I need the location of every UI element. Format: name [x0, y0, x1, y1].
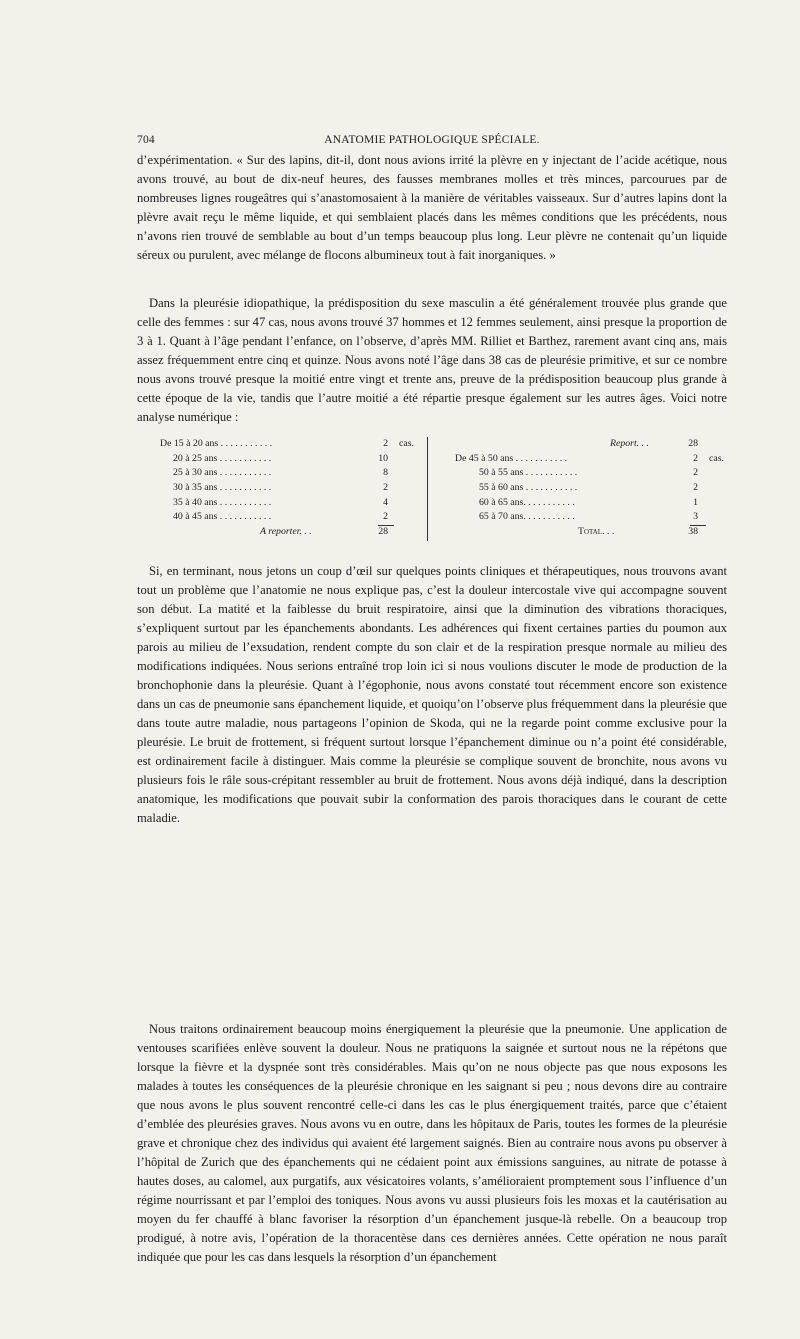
table-row	[160, 452, 400, 467]
age-range-label: 65 à 70 ans. . . . . . . . . . .	[479, 511, 575, 523]
age-range-label: 55 à 60 ans . . . . . . . . . . .	[479, 482, 578, 494]
carry-row	[450, 437, 710, 452]
table-row	[450, 466, 710, 481]
case-count: 2	[693, 467, 698, 479]
table-row	[160, 437, 414, 452]
paragraph-experimentation: d’expérimentation. « Sur des lapins, dit-il, dont nous avions irrité la plèvre en y injectant de l’acide acétique, nous avons trouvé, au bout de dix-neuf heures, des fausses membranes molles et très minces, parcourues par de nombreuses lignes rougeâtres qui s’anastomosaient à la manière de véritables vaisseaux. Sur d’autres lapins dont la plèvre avait reçu le même liquide, et qui semblaient placés dans les mêmes conditions que les précédents, nous n’avons rien trouvé de semblable au bout d’un temps beaucoup plus long. Leur plèvre ne contenait qu’un liquide séreux ou purulent, avec mélange de flocons albumineux tout à fait inorganiques. »	[137, 153, 727, 262]
case-unit: cas.	[399, 438, 414, 449]
age-range-label: De 45 à 50 ans . . . . . . . . . . .	[455, 452, 568, 464]
age-range-label: 35 à 40 ans . . . . . . . . . . .	[173, 496, 272, 508]
running-head: ANATOMIE PATHOLOGIQUE SPÉCIALE.	[324, 134, 540, 146]
subtotal-row	[160, 525, 400, 540]
table-right-column	[450, 437, 724, 540]
table-row	[160, 510, 400, 525]
age-range-label: 50 à 55 ans . . . . . . . . . . .	[479, 467, 578, 479]
age-range-label: 40 à 45 ans . . . . . . . . . . .	[173, 511, 272, 523]
table-row	[450, 481, 710, 496]
case-count: 2	[383, 438, 388, 449]
page-number: 704	[137, 134, 155, 146]
total-row	[450, 525, 710, 540]
subtotal-label: A reporter. . .	[260, 526, 312, 538]
case-count: 2	[693, 482, 698, 494]
total-label: Total. . .	[578, 526, 615, 538]
case-count: 10	[378, 452, 388, 464]
age-range-label: 30 à 35 ans . . . . . . . . . . .	[173, 482, 272, 494]
case-count: 4	[383, 496, 388, 508]
table-row	[450, 496, 710, 511]
total-value: 38	[688, 526, 698, 538]
table-column-divider	[427, 437, 428, 541]
age-range-label: De 15 à 20 ans . . . . . . . . . . .	[160, 438, 273, 449]
age-distribution-table	[160, 437, 730, 542]
age-range-label: 25 à 30 ans . . . . . . . . . . .	[173, 467, 272, 479]
table-row	[160, 496, 400, 511]
case-unit: cas.	[709, 452, 724, 464]
subtotal-value: 28	[378, 526, 388, 538]
paragraph-treatment: Nous traitons ordinairement beaucoup moins énergiquement la pleurésie que la pneumonie. Une application de ventouses scarifiées enlève souvent la douleur. Nous ne pratiquons la saignée et surtout nous ne la répétons que lorsque la fièvre et la dyspnée sont très considérables. Mais qu’on ne nous objecte pas que nous exposons les malades à toutes les conséquences de la pleurésie chronique en les saignant si peu ; nous devons dire au contraire que nous avons le plus souvent rencontré celle-ci dans les cas le plus énergiquement traités, parce que c’étaient d’emblée des pleurésies graves. Nous avons vu en outre, dans les hôpitaux de Paris, toutes les formes de la pleurésie grave et chronique chez des individus qui avaient été largement saignés. Bien au contraire nous avons pu observer à l’hôpital de Zurich que des épanchements qui ne cédaient point aux émissions sanguines, au nitrate de potasse à hautes doses, au calomel, aux purgatifs, aux vésicatoires volants, s’amélioraient promptement sous l’influence d’un régime nourrissant et par l’emploi des toniques. Nous avons vu aussi plusieurs fois les moxas et la cautérisation au moyen du fer chauffé à blanc favoriser la résorption d’un épanchement jusque-là rebelle. On a beaucoup trop prodigué, à notre avis, l’opération de la thoracentèse dans ces dernières années. Cette opération ne nous paraît indiquée que pour les cas dans lesquels la résorption d’un épanchement	[137, 1022, 727, 1264]
table-row	[160, 481, 400, 496]
carry-value: 28	[688, 438, 698, 449]
case-count: 3	[693, 511, 698, 523]
carry-label: Report. . .	[610, 438, 649, 449]
table-row	[450, 452, 724, 467]
case-count: 2	[383, 511, 388, 523]
age-range-label: 20 à 25 ans . . . . . . . . . . .	[173, 452, 272, 464]
page-header	[137, 134, 727, 150]
table-row	[450, 510, 710, 525]
case-count: 8	[383, 467, 388, 479]
age-range-label: 60 à 65 ans. . . . . . . . . . .	[479, 496, 575, 508]
case-count: 2	[383, 482, 388, 494]
paragraph-predisposition: Dans la pleurésie idiopathique, la prédisposition du sexe masculin a été généralement trouvée plus grande que celle des femmes : sur 47 cas, nous avons trouvé 37 hommes et 12 femmes seulement, ainsi presque la proportion de 3 à 1. Quant à l’âge pendant l’enfance, on l’observe, d’après MM. Rilliet et Barthez, rarement avant cinq ans, mais assez fréquemment entre cinq et quinze. Nous avons noté l’âge dans 38 cas de pleurésie primitive, et sur ce nombre nous avons trouvé presque la moitié entre vingt et trente ans, preuve de la prédisposition beaucoup plus grande à cette époque de la vie, tandis que l’autre moitié a été répartie presque également sur les autres âges. Voici notre analyse numérique :	[137, 296, 727, 424]
table-left-column	[160, 437, 414, 540]
paragraph-clinical-points: Si, en terminant, nous jetons un coup d’œil sur quelques points cliniques et thérapeutiques, nous trouvons avant tout un problème que l’anatomie ne nous explique pas, c’est la douleur intercostale vive qui accompagne souvent son début. La matité et la faiblesse du bruit respiratoire, ainsi que la diminution des vibrations thoraciques, s’expliquent surtout par les épanchements abondants. Les adhérences qui fixent certaines parties du poumon aux parois au milieu de l’exsudation, rendent compte du son clair et de la respiration presque normale au milieu des modifications indiquées. Nous serions entraîné trop loin ici si nous voulions discuter le mode de production de la bronchophonie dans la pleurésie. Quant à l’égophonie, nous avons constaté tout récemment encore son existence dans un cas de pneumonie sans épanchement liquide, et quoiqu’on l’observe plus fréquemment dans la pleurésie que dans toute autre maladie, nous partageons l’opinion de Skoda, qui ne la regarde point comme exclusive pour la pleurésie. Le bruit de frottement, si fréquent surtout lorsque l’épanchement diminue ou n’a point été considérable, est ordinairement facile à distinguer. Mais comme la pleurésie se complique souvent de bronchite, nous avons vu plusieurs fois le râle sous-crépitant ressembler au bruit de frottement. Nous avons déjà indiqué, dans la description anatomique, les modifications que pouvait subir la conformation des parois thoraciques dans le courant de cette maladie.	[137, 564, 727, 825]
table-row	[160, 466, 400, 481]
case-count: 1	[693, 496, 698, 508]
case-count: 2	[693, 452, 698, 464]
